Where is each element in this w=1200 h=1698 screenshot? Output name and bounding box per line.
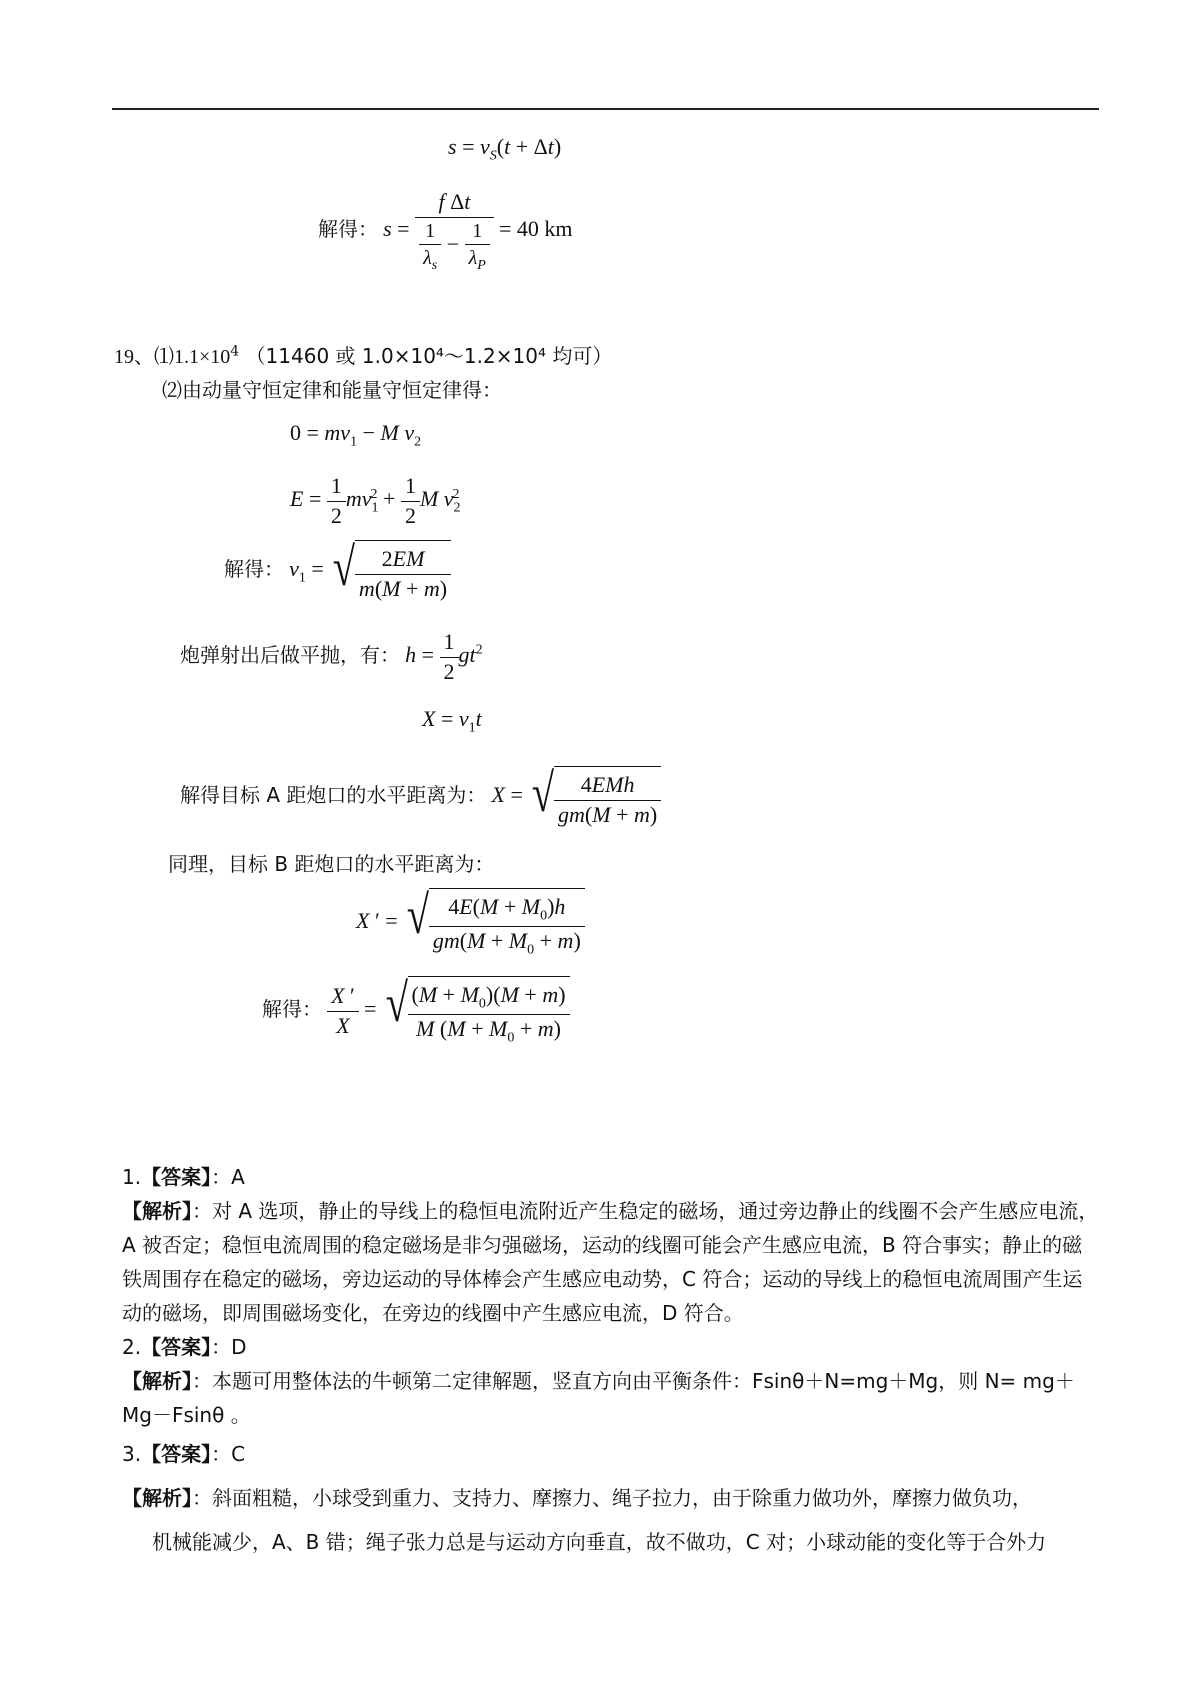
analysis-3-cont: 机械能减少，A、B 错；绳子张力总是与运动方向垂直，故不做功，C 对；小球动能的变化等于合外力 xyxy=(152,1530,1047,1554)
solve-label: 解得： xyxy=(318,216,378,241)
answer-3 xyxy=(122,1432,1102,1564)
answer-2 xyxy=(122,1330,1102,1432)
equation-energy: E = $\frac{1}{2}$ $mv_1^2$ + $\frac{1}{2}$ M $v_2^2$ xyxy=(290,473,461,528)
target-b-label: 同理，目标 B 距炮口的水平距离为： xyxy=(168,852,495,876)
answer-1 xyxy=(122,1160,1102,1330)
equation-height: 炮弹射出后做平抛，有： h = $\frac{1}{2}$ $gt^2$ xyxy=(180,629,483,684)
equation-distance: $s = v_S(t + \Delta t)$ xyxy=(448,134,562,164)
q19-part2: ⑵由动量守恒定律和能量守恒定律得： xyxy=(162,378,502,402)
equation-target-a: 解得目标 A 距炮口的水平距离为： X = √ $\frac{\text{4EMh}}{gm(M + m)}$ xyxy=(180,766,661,829)
equation-v1: 解得： $v_1$ = √ $\frac{2EM}{m(M + m)}$ xyxy=(224,540,451,603)
answer-1-line: 1.【答案】：A xyxy=(122,1165,245,1189)
equation-momentum: $0 = mv_1 - M$ $v_2$ xyxy=(290,420,422,450)
target-a-label: 解得目标 A 距炮口的水平距离为： xyxy=(180,783,487,808)
equation-ratio: 解得： $\frac{X '}{X}$ = √ $\frac{(M + M_0)(M + m)}{M (M + M_0 + m)}$ xyxy=(262,976,570,1047)
analysis-3: 【解析】：斜面粗糙，小球受到重力、支持力、摩擦力、绳子拉力，由于除重力做功外，摩擦力做负功， xyxy=(122,1486,1032,1510)
header-rule xyxy=(112,108,1099,110)
analysis-2: 【解析】：本题可用整体法的牛顿第二定律解题，竖直方向由平衡条件：Fsinθ＋N=mg＋Mg，则 N= mg＋Mg－Fsinθ 。 xyxy=(122,1369,1075,1427)
equation-target-b: X ′ = √ $\frac{4E(M + M_0)h}{gm(M + M_0 + m)}$ xyxy=(356,888,585,959)
q19-part1: 19、$⑴1.1\times 10^4$ （11460 或 1.0×10⁴～1.2×10⁴ 均可） xyxy=(114,343,613,368)
answer-3-line: 3.【答案】：C xyxy=(122,1442,246,1466)
projectile-label: 炮弹射出后做平抛，有： xyxy=(180,643,400,668)
equation-distance-result: 解得： s = f Δt $\frac{1}{\lambda_s}$ − $\frac{1}{\lambda_P}$ = 40 km xyxy=(318,189,573,273)
equation-range: $X = v_1t$ xyxy=(422,706,482,736)
analysis-1: 【解析】：对 A 选项，静止的导线上的稳恒电流附近产生稳定的磁场，通过旁边静止的线圈不会产生感应电流，A 被否定；稳恒电流周围的稳定磁场是非匀强磁场，运动的线圈可能会产生感应电流，B 符合事实；静止的磁铁周围存在稳定的磁场，旁边运动的导体棒会产生感应电动势，C 符合；运动的导线上的稳恒电流周围产生运动的磁场，即周围磁场变化，在旁边的线圈中产生感应电流，D 符合。 xyxy=(122,1199,1099,1325)
answer-2-line: 2.【答案】：D xyxy=(122,1335,247,1359)
